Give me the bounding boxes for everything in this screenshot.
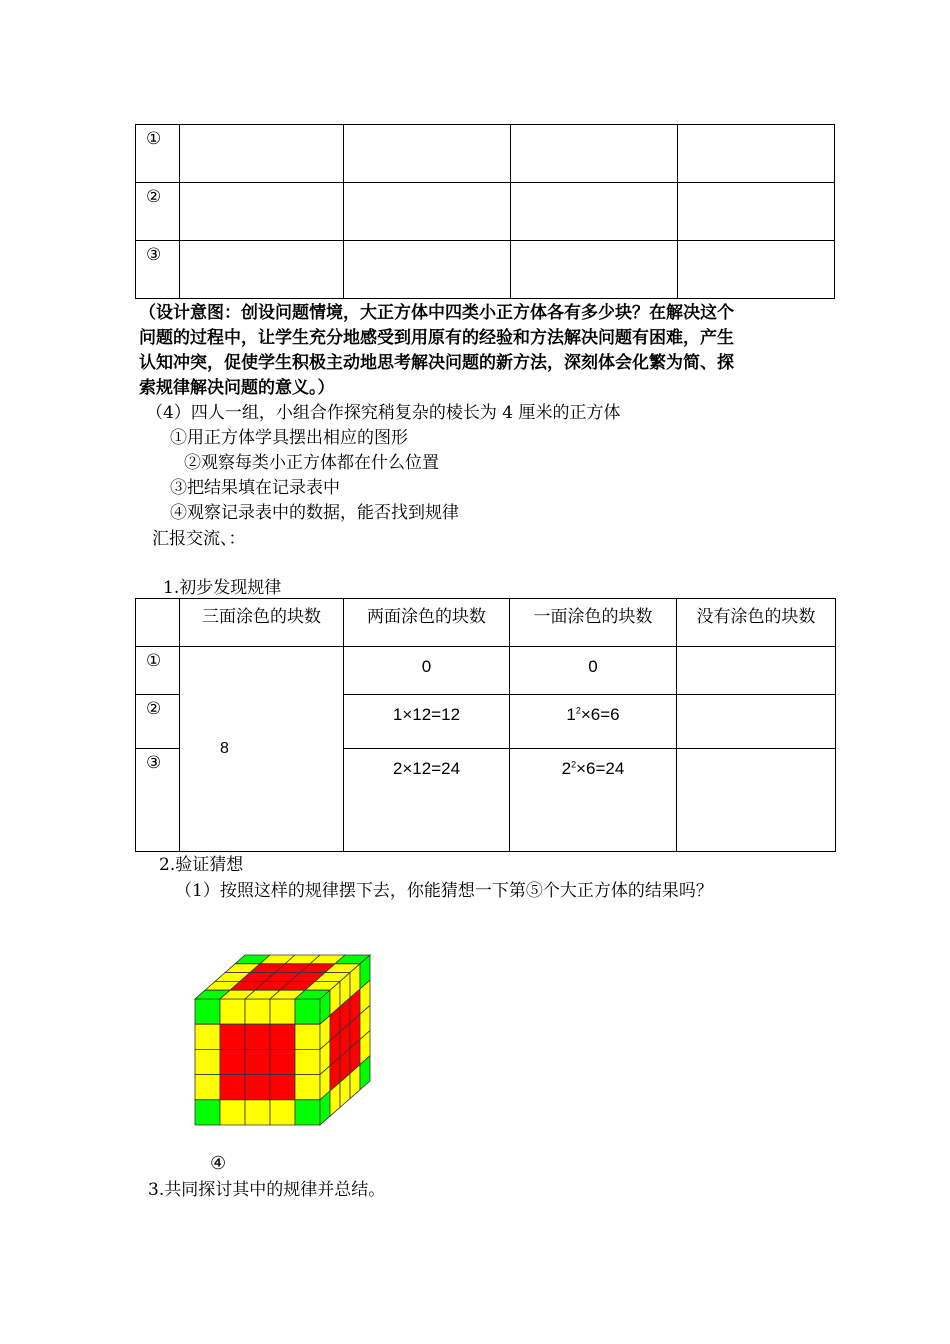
empty-record-table bbox=[135, 124, 835, 299]
front-small-cube bbox=[220, 1049, 245, 1074]
table-cell bbox=[180, 183, 344, 241]
painted-cube-figure bbox=[190, 950, 380, 1130]
table-cell bbox=[344, 183, 511, 241]
three-face-value: 8 bbox=[180, 647, 344, 852]
front-small-cube bbox=[295, 1024, 320, 1049]
table-cell bbox=[678, 183, 835, 241]
two-face-value: 0 bbox=[344, 647, 510, 695]
front-small-cube bbox=[270, 1075, 295, 1100]
figure-label: ④ bbox=[210, 1153, 227, 1174]
front-small-cube bbox=[245, 1100, 270, 1125]
row-label: ③ bbox=[136, 749, 180, 852]
table-cell bbox=[511, 125, 678, 183]
header-cell: 两面涂色的块数 bbox=[344, 599, 510, 647]
section-title: 3.共同探讨其中的规律并总结。 bbox=[148, 1180, 386, 1200]
no-face-value bbox=[677, 647, 836, 695]
two-face-value: 2×12=24 bbox=[344, 749, 510, 852]
row-label: ① bbox=[136, 125, 180, 183]
activity-title: （4）四人一组，小组合作探究稍复杂的棱长为 4 厘米的正方体 bbox=[146, 403, 621, 423]
report-heading: 汇报交流、： bbox=[152, 529, 246, 549]
table-cell bbox=[344, 125, 511, 183]
activity-step: ①用正方体学具摆出相应的图形 bbox=[170, 428, 408, 448]
one-face-value: $1^2\times 6=6$ bbox=[510, 695, 677, 749]
front-small-cube bbox=[270, 1100, 295, 1125]
table-cell bbox=[180, 241, 344, 299]
no-face-value bbox=[677, 695, 836, 749]
front-small-cube bbox=[195, 1049, 220, 1074]
front-small-cube bbox=[195, 1100, 220, 1125]
activity-step: ④观察记录表中的数据，能否找到规律 bbox=[170, 503, 459, 523]
front-small-cube bbox=[195, 1075, 220, 1100]
activity-step: ③把结果填在记录表中 bbox=[170, 478, 340, 498]
table-cell bbox=[344, 241, 511, 299]
table-cell bbox=[678, 241, 835, 299]
table-cell bbox=[511, 183, 678, 241]
front-small-cube bbox=[220, 1100, 245, 1125]
front-small-cube bbox=[220, 1075, 245, 1100]
result-table bbox=[135, 598, 836, 852]
question-text: （1）按照这样的规律摆下去，你能猜想一下第⑤个大正方体的结果吗？ bbox=[175, 881, 713, 901]
front-small-cube bbox=[245, 1024, 270, 1049]
activity-step: ②观察每类小正方体都在什么位置 bbox=[184, 453, 439, 473]
front-small-cube bbox=[270, 999, 295, 1024]
header-cell: 三面涂色的块数 bbox=[180, 599, 344, 647]
header-cell: 没有涂色的块数 bbox=[677, 599, 836, 647]
design-intent-line: 索规律解决问题的意义。） bbox=[139, 378, 335, 398]
front-small-cube bbox=[245, 1049, 270, 1074]
front-small-cube bbox=[270, 1049, 295, 1074]
two-face-value: 1×12=12 bbox=[344, 695, 510, 749]
front-small-cube bbox=[295, 1100, 320, 1125]
row-label: ③ bbox=[136, 241, 180, 299]
table-cell bbox=[180, 125, 344, 183]
header-cell: 一面涂色的块数 bbox=[510, 599, 677, 647]
one-face-value: 0 bbox=[510, 647, 677, 695]
front-small-cube bbox=[245, 999, 270, 1024]
section-title: 2.验证猜想 bbox=[159, 855, 244, 875]
row-label: ② bbox=[136, 695, 180, 749]
front-small-cube bbox=[270, 1024, 295, 1049]
front-small-cube bbox=[295, 1049, 320, 1074]
front-small-cube bbox=[195, 1024, 220, 1049]
cube-front-face bbox=[195, 999, 320, 1125]
one-face-value: $2^2\times 6=24$ bbox=[510, 749, 677, 852]
front-small-cube bbox=[295, 1075, 320, 1100]
row-label: ① bbox=[136, 647, 180, 695]
design-intent-line: （设计意图：创设问题情境，大正方体中四类小正方体各有多少块？在解决这个 bbox=[139, 303, 734, 323]
front-small-cube bbox=[245, 1075, 270, 1100]
section-title: 1.初步发现规律 bbox=[163, 578, 282, 598]
header-cell bbox=[136, 599, 180, 647]
front-small-cube bbox=[220, 1024, 245, 1049]
front-small-cube bbox=[195, 999, 220, 1024]
row-label: ② bbox=[136, 183, 180, 241]
no-face-value bbox=[677, 749, 836, 852]
front-small-cube bbox=[220, 999, 245, 1024]
front-small-cube bbox=[295, 999, 320, 1024]
design-intent-line: 认知冲突，促使学生积极主动地思考解决问题的新方法，深刻体会化繁为简、探 bbox=[139, 353, 734, 373]
design-intent-line: 问题的过程中，让学生充分地感受到用原有的经验和方法解决问题有困难，产生 bbox=[139, 328, 734, 348]
table-cell bbox=[678, 125, 835, 183]
table-cell bbox=[511, 241, 678, 299]
